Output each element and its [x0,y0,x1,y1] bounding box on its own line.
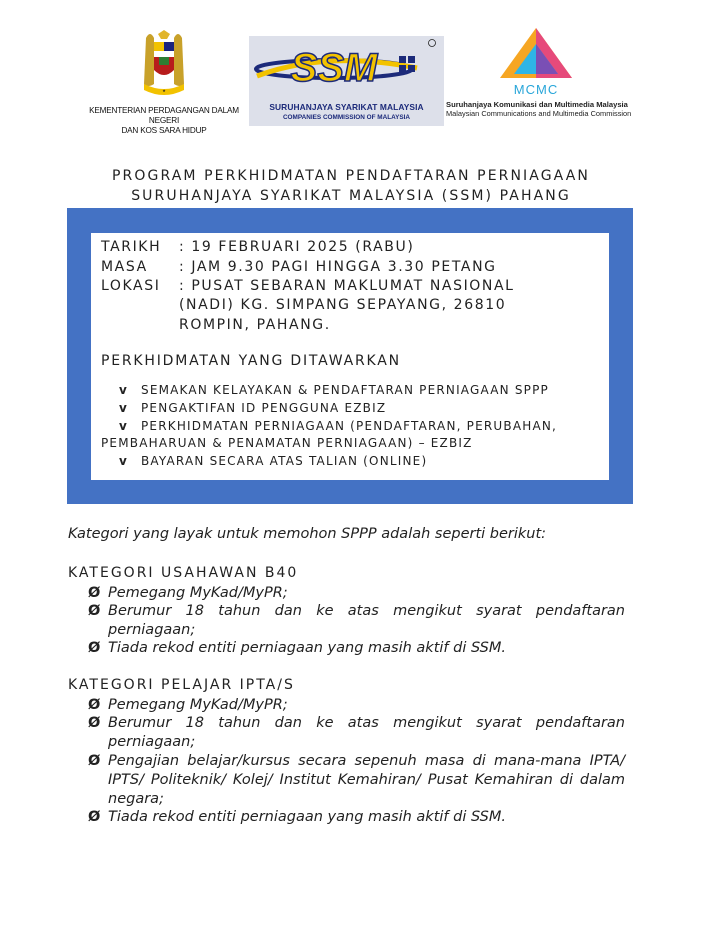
list-item-text: Tiada rekod entiti perniagaan yang masih aktif di SSM. [108,640,506,656]
lokasi-value-line1: : PUSAT SEBARAN MAKLUMAT NASIONAL [179,278,515,294]
logo-header [0,0,702,140]
mcmc-logo [446,26,631,118]
service-item-text: BAYARAN SECARA ATAS TALIAN (ONLINE) [141,454,428,468]
check-icon: v [119,401,129,415]
svg-text:★: ★ [162,88,166,93]
ssm-caption-line1: SURUHANJAYA SYARIKAT MALAYSIA [269,102,424,112]
bullet-icon: Ø [88,603,101,619]
check-icon: v [119,419,129,433]
masa-row [101,259,497,275]
tarikh-row [101,239,414,255]
tarikh-label: TARIKH [101,239,162,255]
list-item-text: Berumur 18 tahun dan ke atas mengikut syarat pendaftaran perniagaan; [108,603,625,638]
lokasi-value-line2: (NADI) KG. SIMPANG SEPAYANG, 26810 [179,297,507,313]
list-item-text: Pemegang MyKad/MyPR; [108,697,288,713]
bullet-icon: Ø [88,753,101,769]
service-item-text: SEMAKAN KELAYAKAN & PENDAFTARAN PERNIAGAAN SPPP [141,383,549,397]
bullet-icon: Ø [88,697,101,713]
services-heading: PERKHIDMATAN YANG DITAWARKAN [101,353,401,369]
ssm-caption-line2: COMPANIES COMMISSION OF MALAYSIA [282,114,411,121]
list-item [88,714,625,752]
check-icon: v [119,454,129,468]
program-title-line2: SURUHANJAYA SYARIKAT MALAYSIA (SSM) PAHANG [131,188,571,204]
event-details-frame [67,208,633,504]
malaysia-coat-of-arms-icon [132,30,196,102]
lokasi-label: LOKASI [101,278,161,294]
mcmc-logo-icon [498,26,574,96]
ssm-logo-icon [249,36,444,100]
category-title-pelajar: KATEGORI PELAJAR IPTA/S [68,677,295,693]
masa-value: : JAM 9.30 PAGI HINGGA 3.30 PETANG [179,259,497,275]
mcmc-caption-line1: Suruhanjaya Komunikasi dan Multimedia Malaysia [446,100,628,109]
bullet-icon: Ø [88,640,101,656]
eligibility-intro: Kategori yang layak untuk memohon SPPP adalah seperti berikut: [68,526,547,542]
list-item [88,752,625,809]
lokasi-value-line3: ROMPIN, PAHANG. [179,317,331,333]
check-icon: v [119,383,129,397]
service-item-text: PERKHIDMATAN PERNIAGAAN (PENDAFTARAN, PERUBAHAN, [141,419,558,433]
event-details-box [91,233,609,480]
service-item-text: PENGAKTIFAN ID PENGGUNA EZBIZ [141,401,387,415]
list-item-text: Pemegang MyKad/MyPR; [108,585,288,601]
list-item-text: Pengajian belajar/kursus secara sepenuh masa di mana-mana IPTA/ IPTS/ Politeknik/ Kolej/ Institut Kemahiran/ Pusat Kemahiran di dalam negara; [108,753,625,807]
list-item [88,639,625,658]
list-item-text: Berumur 18 tahun dan ke atas mengikut syarat pendaftaran perniagaan; [108,715,625,750]
list-item-text: Tiada rekod entiti perniagaan yang masih aktif di SSM. [108,809,506,825]
service-item-continuation: PEMBAHARUAN & PENAMATAN PERNIAGAAN) – EZBIZ [101,436,473,450]
mcmc-wordmark: MCMC [513,82,559,96]
kpdn-logo [78,30,250,136]
bullet-icon: Ø [88,715,101,731]
bullet-icon: Ø [88,585,101,601]
kpdn-caption-line1: KEMENTERIAN PERDAGANGAN DALAM NEGERI [89,106,239,125]
masa-label: MASA [101,259,148,275]
category-title-usahawan: KATEGORI USAHAWAN B40 [68,565,299,581]
ssm-wordmark: SSM [290,46,378,90]
kpdn-caption-line2: DAN KOS SARA HIDUP [121,126,207,135]
list-item [88,602,625,640]
list-item [88,584,625,603]
bullet-icon: Ø [88,809,101,825]
ssm-logo [249,36,444,126]
tarikh-value: : 19 FEBRUARI 2025 (RABU) [179,239,415,255]
mcmc-caption-line2: Malaysian Communications and Multimedia Commission [446,109,632,118]
list-item [88,808,625,827]
lokasi-row [101,278,515,294]
list-item [88,696,625,715]
program-title-line1: PROGRAM PERKHIDMATAN PENDAFTARAN PERNIAGAAN [112,168,590,184]
